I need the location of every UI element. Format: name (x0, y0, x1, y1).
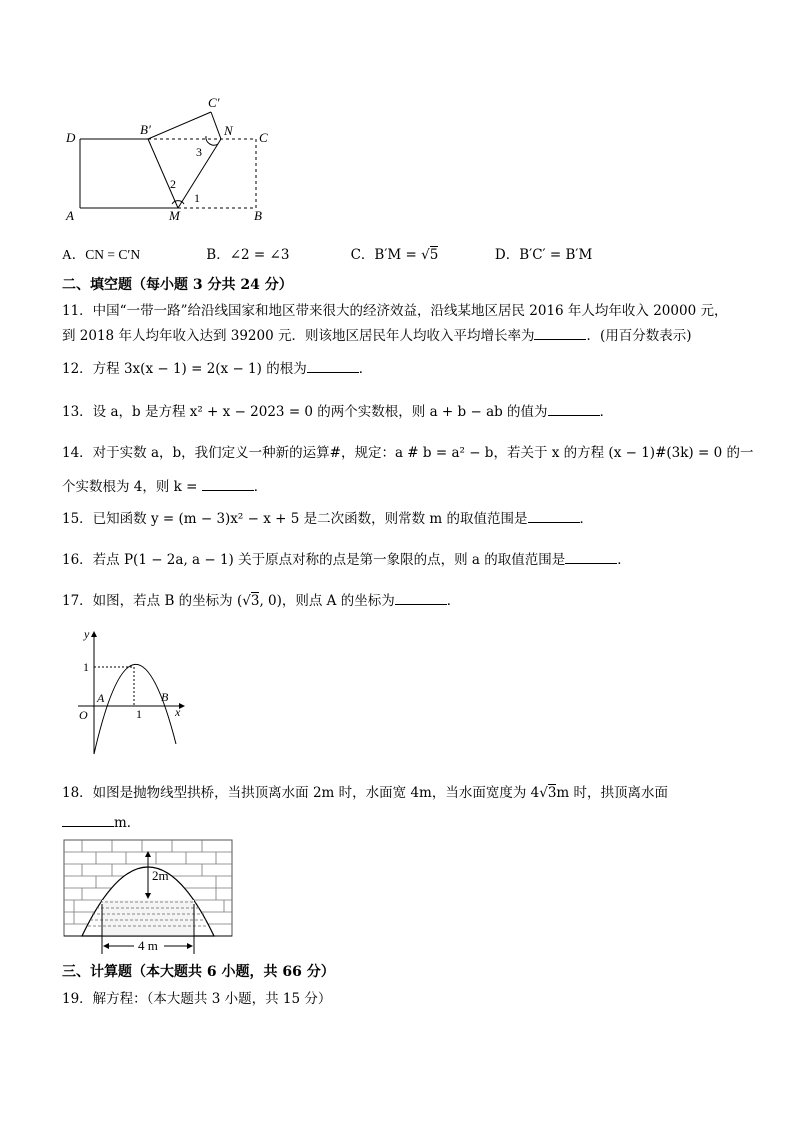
q16-answer-blank[interactable] (565, 551, 617, 564)
label-A: A (66, 208, 74, 223)
q10-options (62, 246, 592, 264)
angle-3-label: 3 (196, 145, 202, 159)
label-D: D (66, 130, 76, 145)
q18-answer-blank[interactable] (62, 814, 114, 827)
q19: 19．解方程：（本大题共 3 小题，共 15 分） (62, 991, 332, 1007)
q18-line1: 18．如图是抛物线型拱桥，当拱顶离水面 2m 时，水面宽 4m，当水面宽度为 4√3m 时，拱顶离水面 (62, 785, 669, 801)
option-c[interactable]: C．B′M = √5 (350, 247, 439, 263)
origin-label: O (79, 708, 88, 722)
q18-line2: m． (62, 814, 140, 832)
q11-answer-blank[interactable] (534, 327, 586, 340)
point-A-label: A (97, 691, 105, 705)
q13-answer-blank[interactable] (548, 403, 600, 416)
height-label: 2m (152, 868, 169, 883)
q13: 13．设 a，b 是方程 x² + x − 2023 = 0 的两个实数根，则 a + b − ab 的值为 ． (62, 404, 614, 420)
q16: 16．若点 P(1 − 2a, a − 1) 关于原点对称的点是第一象限的点，则 a 的取值范围是 ． (62, 552, 631, 568)
angle-1-label: 1 (194, 191, 200, 205)
q14-answer-blank[interactable] (202, 478, 254, 491)
label-M: M (169, 208, 180, 223)
label-C: C (259, 130, 268, 145)
q12-answer-blank[interactable] (307, 360, 359, 373)
q11-line1: 11．中国“一带一路”给沿线国家和地区带来很大的经济效益，沿线某地区居民 2016 年人均年收入 20000 元， (62, 303, 728, 319)
option-b[interactable]: B．∠2 = ∠3 (206, 247, 290, 263)
y-tick-1: 1 (83, 660, 89, 674)
q18-bridge-figure (64, 838, 234, 956)
section-3-title: 三、计算题（本大题共 6 小题，共 66 分） (62, 964, 335, 980)
label-B: B (254, 208, 262, 223)
q17-answer-blank[interactable] (395, 592, 447, 605)
option-d[interactable]: D．B′C′ = B′M (494, 247, 593, 263)
parabola-curve (94, 664, 176, 754)
section-2-title: 二、填空题（每小题 3 分共 24 分） (62, 277, 293, 293)
x-tick-1: 1 (136, 707, 142, 721)
point-B-label: B (161, 690, 169, 704)
q14-line2: 个实数根为 4，则 k = ． (62, 479, 268, 495)
q12: 12．方程 3x(x − 1) = 2(x − 1) 的根为 ． (62, 361, 373, 377)
q11-line2: 到 2018 年人均年收入达到 39200 元．则该地区居民年人均收入平均增长率为 ．(用百分数表示) (62, 328, 692, 344)
label-N: N (224, 123, 233, 138)
q15-answer-blank[interactable] (528, 510, 580, 523)
q17-figure (72, 626, 202, 756)
option-a[interactable]: A．CN = C′N (62, 247, 141, 262)
label-C-prime: C′ (208, 95, 220, 110)
label-B-prime: B′ (140, 122, 151, 137)
q15: 15．已知函数 y = (m − 3)x² − x + 5 是二次函数，则常数 m 的取值范围是 ． (62, 511, 593, 527)
x-axis-label: x (175, 705, 181, 719)
y-axis-label: y (84, 627, 90, 641)
q14-line1: 14．对于实数 a，b，我们定义一种新的运算#，规定：a # b = a² − b，若关于 x 的方程 (x − 1)#(3k) = 0 的一 (62, 445, 754, 461)
q10-figure (60, 92, 280, 227)
width-label: 4 m (138, 938, 158, 953)
angle-2-label: 2 (170, 177, 176, 191)
q17: 17．如图，若点 B 的坐标为 (√3, 0)，则点 A 的坐标为 ． (62, 593, 461, 609)
